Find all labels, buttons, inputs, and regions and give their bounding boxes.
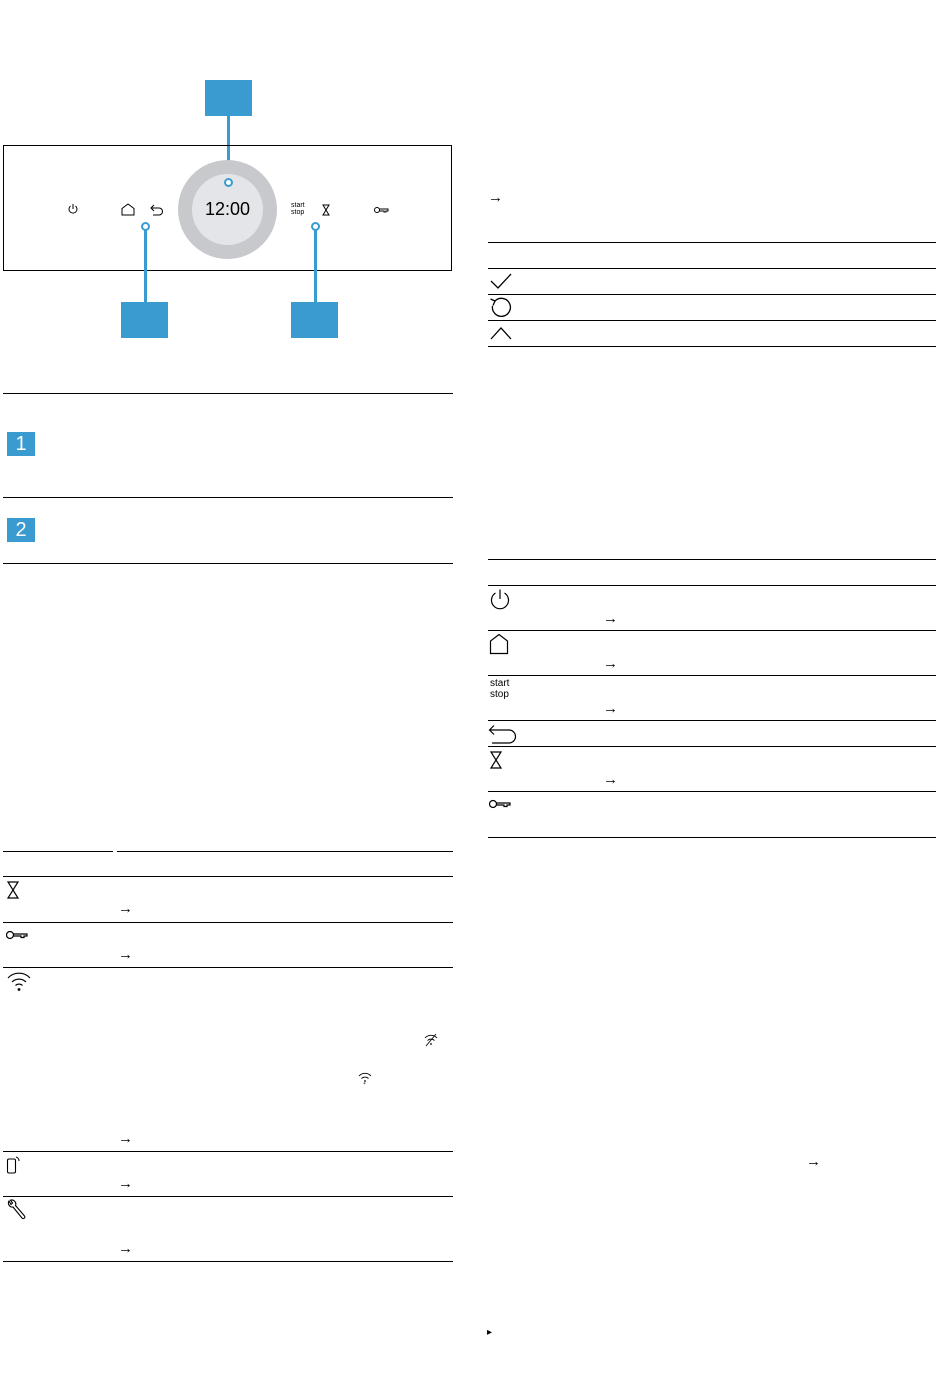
arrow-glyph: → [603,610,618,627]
reset-icon [489,297,513,319]
hourglass-icon [7,881,19,899]
table-header-line [3,851,113,852]
arrow-glyph: → [806,1153,821,1170]
table-row-line [3,1261,453,1262]
arrow-glyph: → [118,900,133,917]
legend-divider [3,393,453,394]
table-row-line [3,967,453,968]
table-row-line [488,720,936,721]
svg-text:*: * [363,1082,366,1086]
table-row-line [488,320,936,321]
power-icon [67,203,79,215]
arrow-glyph: → [118,1130,133,1147]
key-icon [6,930,28,940]
wifi-pair-icon [358,1072,372,1086]
home-icon [489,633,509,655]
control-panel-illustration [0,80,460,345]
bullet-marker: ▸ [487,1327,493,1338]
arrow-glyph: → [603,700,618,717]
legend-badge-1: 1 [7,432,35,456]
up-chevron-icon [489,325,513,341]
callout-box-top [205,80,252,116]
table-row-line [488,294,936,295]
home-icon [121,203,135,216]
table-row-line [488,791,936,792]
arrow-glyph: → [603,655,618,672]
table-header-line [488,559,936,560]
display-time: 12:00 [204,199,251,219]
table-row-line [3,922,453,923]
table-row-line [488,268,936,269]
arrow-glyph: → [118,1240,133,1257]
table-header-line [117,851,453,852]
table-header-line [488,242,936,243]
key-icon [489,799,511,809]
back-icon [488,724,518,744]
table-row-line [3,876,453,877]
control-knob[interactable] [178,160,277,259]
legend-badge-2: 2 [7,518,35,542]
phone-connect-icon [6,1156,20,1174]
table-row-line [488,675,936,676]
wifi-off-icon [424,1033,438,1047]
callout-line-right [314,230,317,302]
arrow-glyph: → [118,1175,133,1192]
callout-dot-top [224,178,233,187]
arrow-glyph: → [488,189,503,206]
wifi-icon [6,970,32,992]
table-row-line [488,746,936,747]
table-row-line [488,346,936,347]
arrow-glyph: → [603,771,618,788]
table-row-line [3,1151,453,1152]
start-stop-label: start stop [291,202,305,216]
callout-box-left [121,302,168,338]
table-row-line [488,630,936,631]
start-stop-icon: start stop [490,678,510,700]
key-icon [374,206,389,214]
table-row-line [488,585,936,586]
table-row-line [3,1196,453,1197]
check-icon [489,272,513,290]
arrow-glyph: → [118,946,133,963]
callout-line-left [144,230,147,302]
hourglass-icon [322,204,330,216]
legend-divider [3,563,453,564]
power-icon [489,588,511,610]
callout-box-right [291,302,338,338]
table-row-line [488,837,936,838]
wrench-icon [6,1199,26,1221]
back-icon [150,204,164,216]
legend-divider [3,497,453,498]
hourglass-icon [490,751,502,769]
